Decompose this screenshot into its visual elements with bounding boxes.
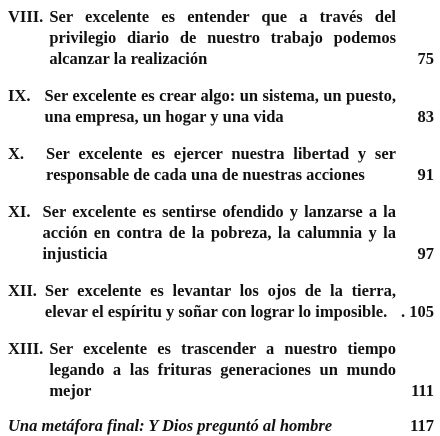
chapter-number: XII. [8, 281, 37, 300]
page-number: 91 [417, 165, 434, 184]
toc-entry-x [8, 143, 436, 185]
table-of-contents [8, 6, 436, 436]
chapter-title: Ser excelente es levantar los ojos de la tierra, elevar el espíritu y soñar con lograr lo imposible. [44, 281, 396, 321]
chapter-number: X. [8, 144, 25, 163]
toc-entry-final [8, 415, 436, 436]
chapter-number: IX. [8, 86, 31, 105]
page-number: 97 [417, 244, 434, 263]
toc-entry-viii [8, 6, 436, 69]
chapter-title: Ser excelente es trascender a nuestro tiempo legando a las frituras generaciones un mundo mejor [49, 339, 396, 400]
toc-entry-xiii [8, 338, 436, 401]
toc-entry-ix [8, 85, 436, 127]
chapter-number: XI. [8, 202, 31, 221]
final-chapter-title: Una metáfora final: Y Dios preguntó al hombre [8, 416, 333, 435]
page-number: 75 [417, 49, 434, 68]
page-number: . 105 [401, 302, 434, 321]
page-number: 83 [417, 107, 434, 126]
chapter-title: Ser excelente es entender que a través del privilegio diario de nuestro trabajo podemos alcanzar la realización [49, 7, 396, 68]
chapter-number: XIII. [8, 339, 44, 358]
page-number: 111 [411, 381, 434, 400]
chapter-title: Ser excelente es crear algo: un sistema, un puesto, una empresa, un hogar y una vida [44, 86, 396, 126]
chapter-number: VIII. [8, 7, 44, 26]
chapter-title: Ser excelente es ejercer nuestra libertad y ser responsable de cada una de nuestras acciones [46, 144, 396, 184]
toc-entry-xi [8, 201, 436, 264]
toc-entry-xii [8, 280, 436, 322]
page-number: 117 [410, 416, 434, 435]
chapter-title: Ser excelente es sentirse ofendido y lanzarse a la acción en contra de la pobreza, la calumnia y la injusticia [42, 202, 396, 263]
